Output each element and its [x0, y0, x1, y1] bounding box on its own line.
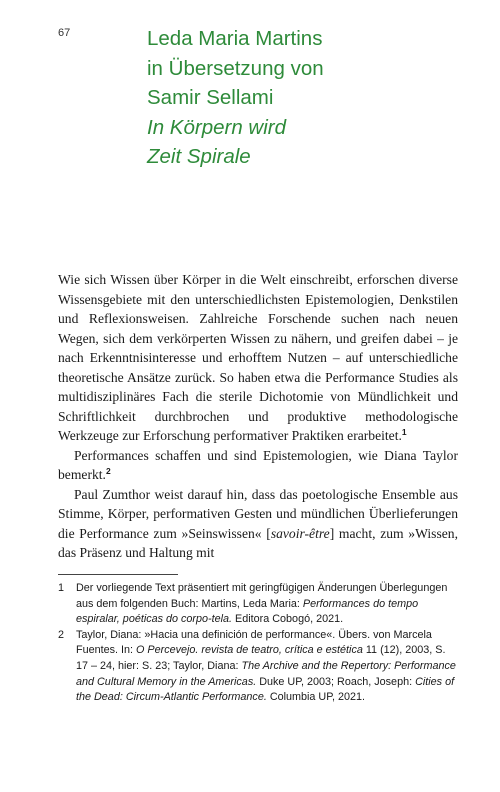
footnotes: [58, 581, 458, 706]
footnote-2-text-c: Duke UP, 2003; Roach, Joseph:: [256, 675, 416, 688]
footnote-2-text-b: 11 (12), 2003, S. 17 – 24, hier: S. 23; Taylor, Diana:: [76, 644, 446, 672]
page-number: 67: [58, 27, 71, 39]
footnote-1: [58, 581, 458, 628]
paragraph-1: [58, 270, 458, 446]
title-italic-line2: Zeit Spirale: [147, 145, 251, 168]
footnote-number: 2: [58, 628, 65, 641]
translator-line: in Übersetzung von: [147, 56, 324, 80]
article-title: [147, 24, 477, 172]
paragraph-3-italic: savoir-être: [270, 525, 330, 541]
footnote-text: [76, 581, 458, 628]
footnote-number: 1: [58, 582, 65, 594]
paragraph-2-text: Performances schaffen und sind Epistemologien, wie Diana Taylor bemerkt.: [58, 447, 458, 482]
paragraph-3-text-a: Paul Zumthor weist darauf hin, dass das poetologische Ensemble aus Stimme, Körper, performativen Gesten und mündlichen Überlieferungen die Performance zum »Seinswissen« [: [58, 486, 458, 541]
footnote-2-text-d: Columbia UP, 2021.: [266, 691, 366, 704]
body-text: [58, 270, 458, 563]
translator-name: Samir Sellami: [147, 86, 274, 109]
footnote-ref-1[interactable]: 1: [401, 427, 407, 437]
footnote-2-italic-3: Cities of the Dead: Circum-Atlantic Performance.: [76, 675, 455, 704]
paragraph-1-text: Wie sich Wissen über Körper in die Welt einschreibt, erforschen diverse Wissensgebiete mit den unterschiedlichsten Epistemologien, Denkstilen und Reflexionsweisen. Zahlreiche Forschende suchen nach neuen Wegen, sich dem verkörperten Wissen zu nähern, und greifen dabei – je nach Erkenntnisinteresse und erhofftem Nutzen – auf unterschiedliche theoretische Ansätze zurück. So haben etwa die Performance Studies als multidisziplinäres Fach die sterile Dichotomie von Mündlichkeit und Schriftlichkeit durchbrochen und produktive methodologische Werkzeuge zur Erforschung performativer Praktiken erarbeitet.: [58, 272, 458, 443]
footnote-ref-2[interactable]: 2: [105, 466, 111, 476]
footnote-text: [76, 628, 458, 706]
footnote-divider: [58, 574, 178, 575]
footnote-2-italic-2: The Archive and the Repertory: Performance and Cultural Memory in the Americas.: [76, 659, 456, 688]
footnote-1-italic: Performances do tempo espiralar, poéticas do corpo-tela.: [76, 597, 419, 626]
footnote-2: [58, 628, 458, 706]
paragraph-2: [58, 446, 458, 485]
author-line: Leda Maria Martins: [147, 27, 323, 50]
footnote-1-text-a: Der vorliegende Text präsentiert mit geringfügigen Änderungen Überlegungen aus dem folgenden Buch: Martins, Leda Maria:: [76, 582, 448, 610]
footnote-2-italic-1: O Percevejo. revista de teatro, crítica e estética: [136, 644, 363, 657]
footnote-1-text-b: Editora Cobogó, 2021.: [232, 613, 344, 626]
paragraph-3: [58, 485, 458, 563]
paragraph-3-text-b: ] macht, zum »Wissen, das Präsenz und Haltung mit: [58, 525, 458, 560]
title-italic-line1: In Körpern wird: [147, 115, 287, 139]
footnote-2-text-a: Taylor, Diana: »Hacia una definición de performance«. Übers. von Marcela Fuentes. In:: [76, 628, 432, 657]
